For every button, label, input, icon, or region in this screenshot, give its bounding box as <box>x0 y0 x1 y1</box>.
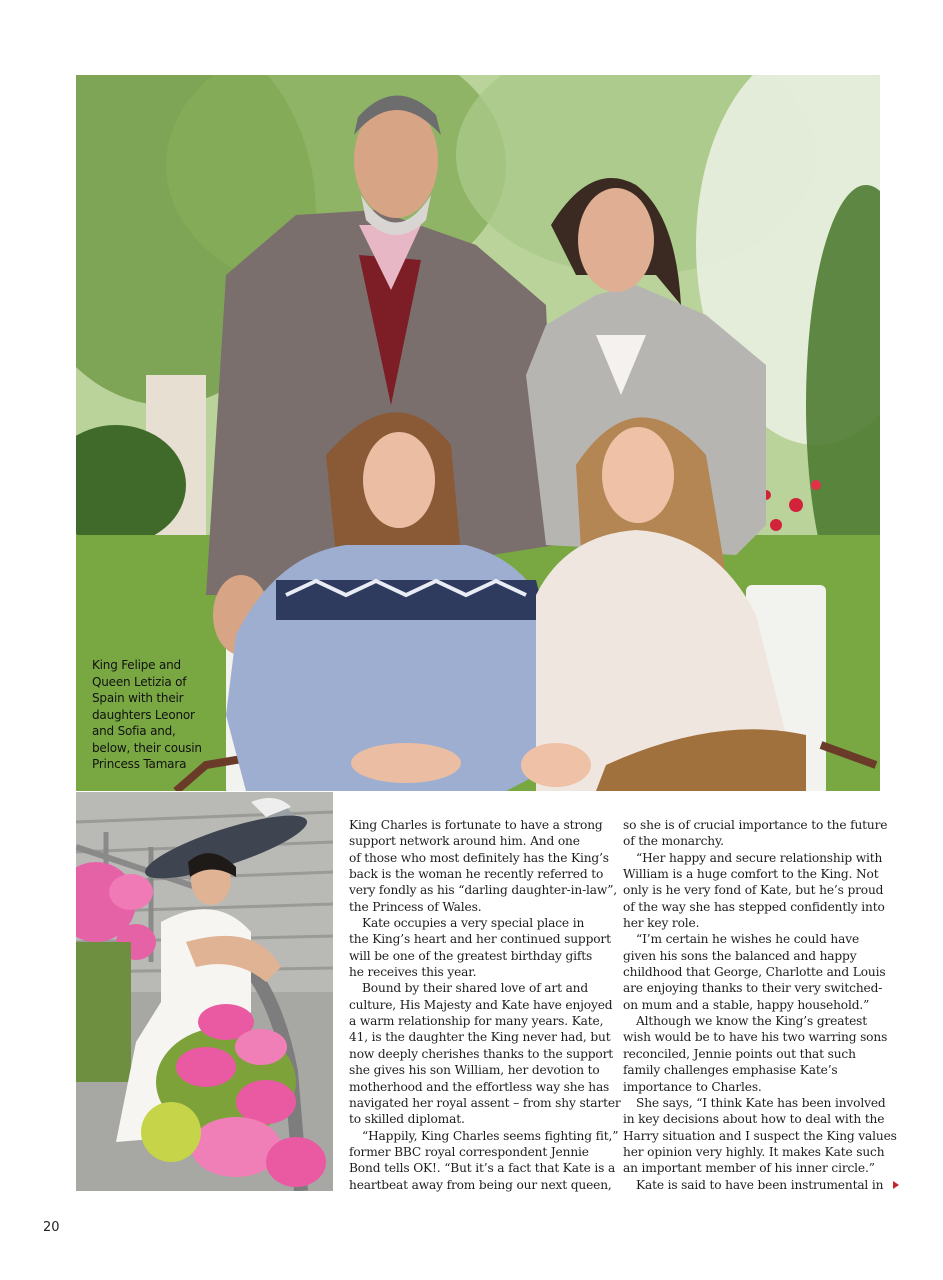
article-line: an important member of his inner circle.” <box>623 1161 875 1176</box>
article-line: of the way she has stepped confidently into <box>623 899 885 914</box>
continue-arrow-icon <box>893 1181 899 1189</box>
article-line: will be one of the greatest birthday gifts <box>349 948 593 963</box>
article-line: in key decisions about how to deal with the <box>623 1112 885 1127</box>
article-line: the King’s heart and her continued support <box>349 932 611 947</box>
side-photo-illustration <box>76 792 333 1191</box>
article-line: he receives this year. <box>349 965 477 980</box>
article-line: Harry situation and I suspect the King values <box>623 1128 897 1143</box>
article-line: on mum and a stable, happy household.” <box>623 997 870 1012</box>
article-line: William is a huge comfort to the King. Not <box>623 867 879 882</box>
article-line: reconciled, Jennie points out that such <box>623 1046 856 1061</box>
article-line: wish would be to have his two warring sons <box>623 1030 888 1045</box>
article-line: Kate occupies a very special place in <box>362 916 585 931</box>
article-line: the Princess of Wales. <box>349 899 482 914</box>
article-line: only is he very fond of Kate, but he’s proud <box>623 883 884 898</box>
article-line: very fondly as his “darling daughter-in-law”, <box>349 883 617 898</box>
article-line: given his sons the balanced and happy <box>623 948 857 963</box>
article-line: importance to Charles. <box>623 1079 762 1094</box>
photo-caption: King Felipe and Queen Letizia of Spain with their daughters Leonor and Sofia and, below, their cousin Princess Tamara <box>92 658 202 771</box>
hero-photo <box>76 75 880 791</box>
article-column-2 <box>623 817 897 1193</box>
article-line: “I’m certain he wishes he could have <box>636 932 860 947</box>
article-line: culture, His Majesty and Kate have enjoyed <box>349 997 613 1012</box>
article-line: King Charles is fortunate to have a strong <box>349 818 603 832</box>
article-line: 41, is the daughter the King never had, but <box>349 1030 611 1045</box>
article-line: her opinion very highly. It makes Kate such <box>623 1144 885 1159</box>
article-line: “Her happy and secure relationship with <box>636 850 883 865</box>
article-line: of the monarchy. <box>623 834 724 849</box>
article-line: Bound by their shared love of art and <box>362 981 589 996</box>
article-line: so she is of crucial importance to the future <box>623 818 888 832</box>
article-line: she gives his son William, her devotion to <box>349 1063 600 1078</box>
article-line: navigated her royal assent – from shy starter <box>349 1095 621 1110</box>
page-number: 20 <box>43 1220 60 1235</box>
article-column-1 <box>349 817 621 1193</box>
article-line: heartbeat away from being our next queen, <box>349 1177 612 1192</box>
article-line: She says, “I think Kate has been involved <box>636 1095 886 1110</box>
article-line: support network around him. And one <box>349 834 580 849</box>
article-line: Kate is said to have been instrumental in <box>623 1177 885 1193</box>
article-line: her key role. <box>623 916 700 931</box>
article-line: now deeply cherishes thanks to the support <box>349 1046 614 1061</box>
side-photo <box>76 792 333 1191</box>
article-line: to skilled diplomat. <box>349 1112 465 1127</box>
article-line: former BBC royal correspondent Jennie <box>349 1144 589 1159</box>
article-line: Although we know the King’s greatest <box>636 1014 868 1029</box>
article-line: Bond tells OK!. “But it’s a fact that Kate is a <box>349 1161 616 1176</box>
article-line: back is the woman he recently referred to <box>349 867 604 882</box>
article-line: motherhood and the effortless way she has <box>349 1079 610 1094</box>
article-line: a warm relationship for many years. Kate, <box>349 1014 604 1029</box>
article-line: childhood that George, Charlotte and Louis <box>623 965 886 980</box>
article-line: are enjoying thanks to their very switched- <box>623 981 883 996</box>
article-line: “Happily, King Charles seems fighting fit,” <box>362 1128 619 1143</box>
article-line: family challenges emphasise Kate’s <box>623 1063 838 1078</box>
article-line: of those who most definitely has the King’s <box>349 850 609 865</box>
